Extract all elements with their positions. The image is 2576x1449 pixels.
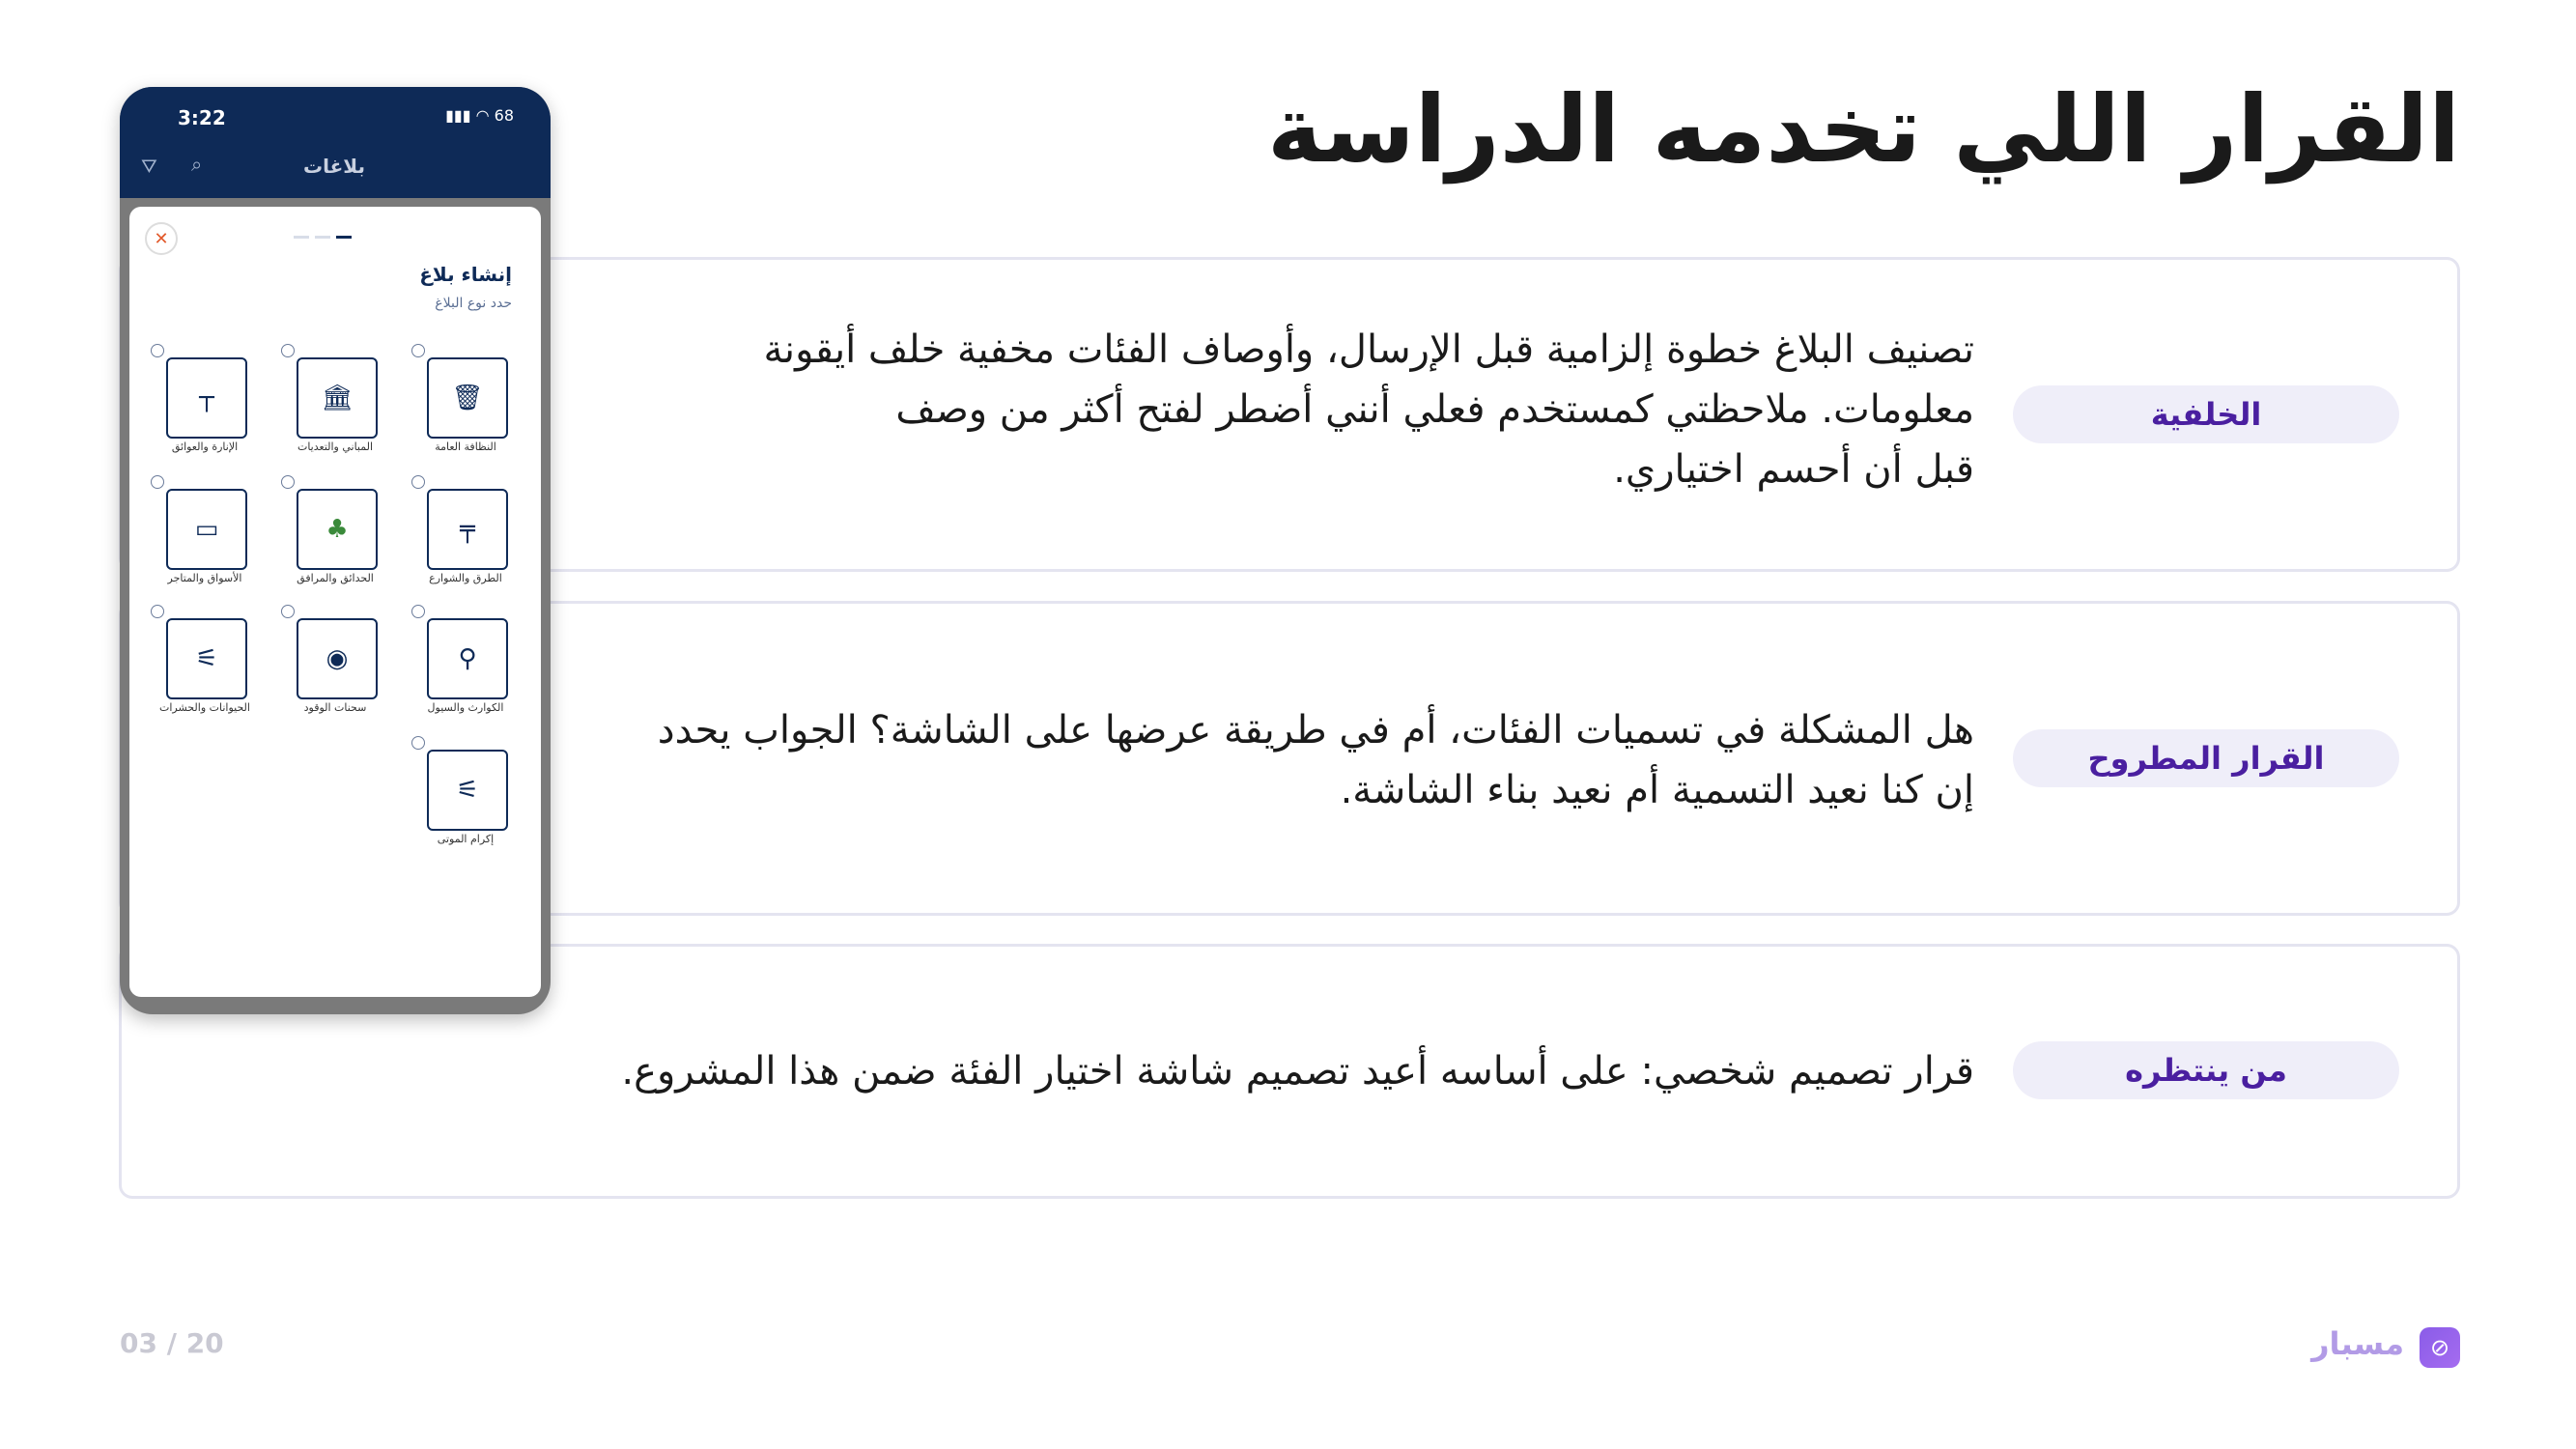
category-tile[interactable] bbox=[427, 357, 508, 439]
card-text bbox=[658, 700, 1974, 820]
sheet-subtitle: حدد نوع البلاغ bbox=[435, 296, 512, 311]
category-tile[interactable] bbox=[297, 357, 378, 439]
category-label: الأسواق والمتاجر bbox=[167, 572, 242, 584]
category-tile[interactable] bbox=[166, 357, 247, 439]
category-tile[interactable] bbox=[427, 489, 508, 570]
info-icon[interactable] bbox=[411, 475, 425, 489]
category-label: الطرق والشوارع bbox=[429, 572, 502, 584]
info-icon[interactable] bbox=[281, 475, 295, 489]
category-label: الإنارة والعوائق bbox=[171, 440, 239, 453]
card-label: القرار المطروح bbox=[2013, 729, 2399, 787]
water-valve-icon: ⚲ bbox=[458, 644, 477, 673]
info-icon[interactable] bbox=[151, 344, 164, 357]
create-report-sheet bbox=[129, 207, 541, 997]
building-icon: 🏛 bbox=[321, 384, 354, 412]
card-line: قبل أن أحسم اختياري. bbox=[1613, 447, 1974, 492]
category-label: إكرام الموتى bbox=[437, 833, 495, 845]
broom-icon: ⚟ bbox=[456, 776, 479, 805]
close-icon[interactable]: ✕ bbox=[145, 222, 178, 255]
category-label: النظافة العامة bbox=[435, 440, 496, 453]
card-line: معلومات. ملاحظتي كمستخدم فعلي أنني أضطر لفتح أكثر من وصف bbox=[895, 387, 1974, 432]
card-line: قرار تصميم شخصي: على أساسه أعيد تصميم شاشة اختيار الفئة ضمن هذا المشروع. bbox=[621, 1049, 1974, 1094]
info-icon[interactable] bbox=[411, 605, 425, 618]
card-line: هل المشكلة في تسميات الفئات، أم في طريقة عرضها على الشاشة؟ الجواب يحدد bbox=[657, 708, 1974, 753]
category-label: الحدائق والمرافق bbox=[297, 572, 374, 584]
info-icon[interactable] bbox=[411, 344, 425, 357]
step-indicator bbox=[294, 236, 352, 239]
card-text bbox=[621, 1041, 1974, 1101]
category-tile[interactable] bbox=[166, 489, 247, 570]
brand-name: مسبار bbox=[2311, 1325, 2404, 1362]
app-title: بلاغات bbox=[303, 155, 365, 178]
fuel-icon: ◉ bbox=[326, 644, 349, 673]
slide-title: القرار اللي تخدمه الدراسة bbox=[1266, 75, 2460, 184]
status-time: 3:22 bbox=[178, 106, 226, 129]
phone-header bbox=[120, 87, 551, 198]
trash-bin-icon: 🗑 bbox=[451, 384, 484, 412]
status-icons: ▮▮▮ ◠ 68 bbox=[445, 106, 514, 125]
category-tile[interactable] bbox=[427, 750, 508, 831]
info-icon[interactable] bbox=[281, 344, 295, 357]
category-label: المباني والتعديات bbox=[297, 440, 374, 453]
category-tile[interactable] bbox=[427, 618, 508, 699]
card-label: من ينتظره bbox=[2013, 1041, 2399, 1099]
card-line: تصنيف البلاغ خطوة إلزامية قبل الإرسال، وأوصاف الفئات مخفية خلف أيقونة bbox=[763, 327, 1974, 372]
category-tile[interactable] bbox=[297, 489, 378, 570]
card-label: الخلفية bbox=[2013, 385, 2399, 443]
category-tile[interactable] bbox=[297, 618, 378, 699]
street-light-icon: ┬ bbox=[199, 384, 214, 412]
category-label: الكوارث والسيول bbox=[427, 701, 504, 714]
card-text bbox=[763, 320, 1974, 499]
brand-logo-icon: ⊘ bbox=[2420, 1327, 2460, 1368]
spray-icon: ⚟ bbox=[195, 644, 218, 673]
info-icon[interactable] bbox=[151, 475, 164, 489]
category-label: الحيوانات والحشرات bbox=[159, 701, 250, 714]
sheet-title: إنشاء بلاغ bbox=[419, 263, 512, 286]
info-icon[interactable] bbox=[151, 605, 164, 618]
road-barrier-icon: ╤ bbox=[460, 515, 475, 544]
category-label: سحنات الوقود bbox=[303, 701, 367, 714]
info-icon[interactable] bbox=[411, 736, 425, 750]
filter-icon[interactable]: ⛛ bbox=[141, 155, 157, 178]
search-icon[interactable]: ⌕ bbox=[191, 153, 203, 176]
info-icon[interactable] bbox=[281, 605, 295, 618]
phone-mockup bbox=[120, 87, 551, 1014]
battery-level: 68 bbox=[494, 106, 514, 125]
page-number: 03 / 20 bbox=[120, 1327, 224, 1359]
shop-icon: ▭ bbox=[194, 515, 219, 544]
park-tree-icon: ♣ bbox=[326, 515, 349, 544]
card-line: إن كنا نعيد التسمية أم نعيد بناء الشاشة. bbox=[1340, 768, 1974, 812]
category-tile[interactable] bbox=[166, 618, 247, 699]
